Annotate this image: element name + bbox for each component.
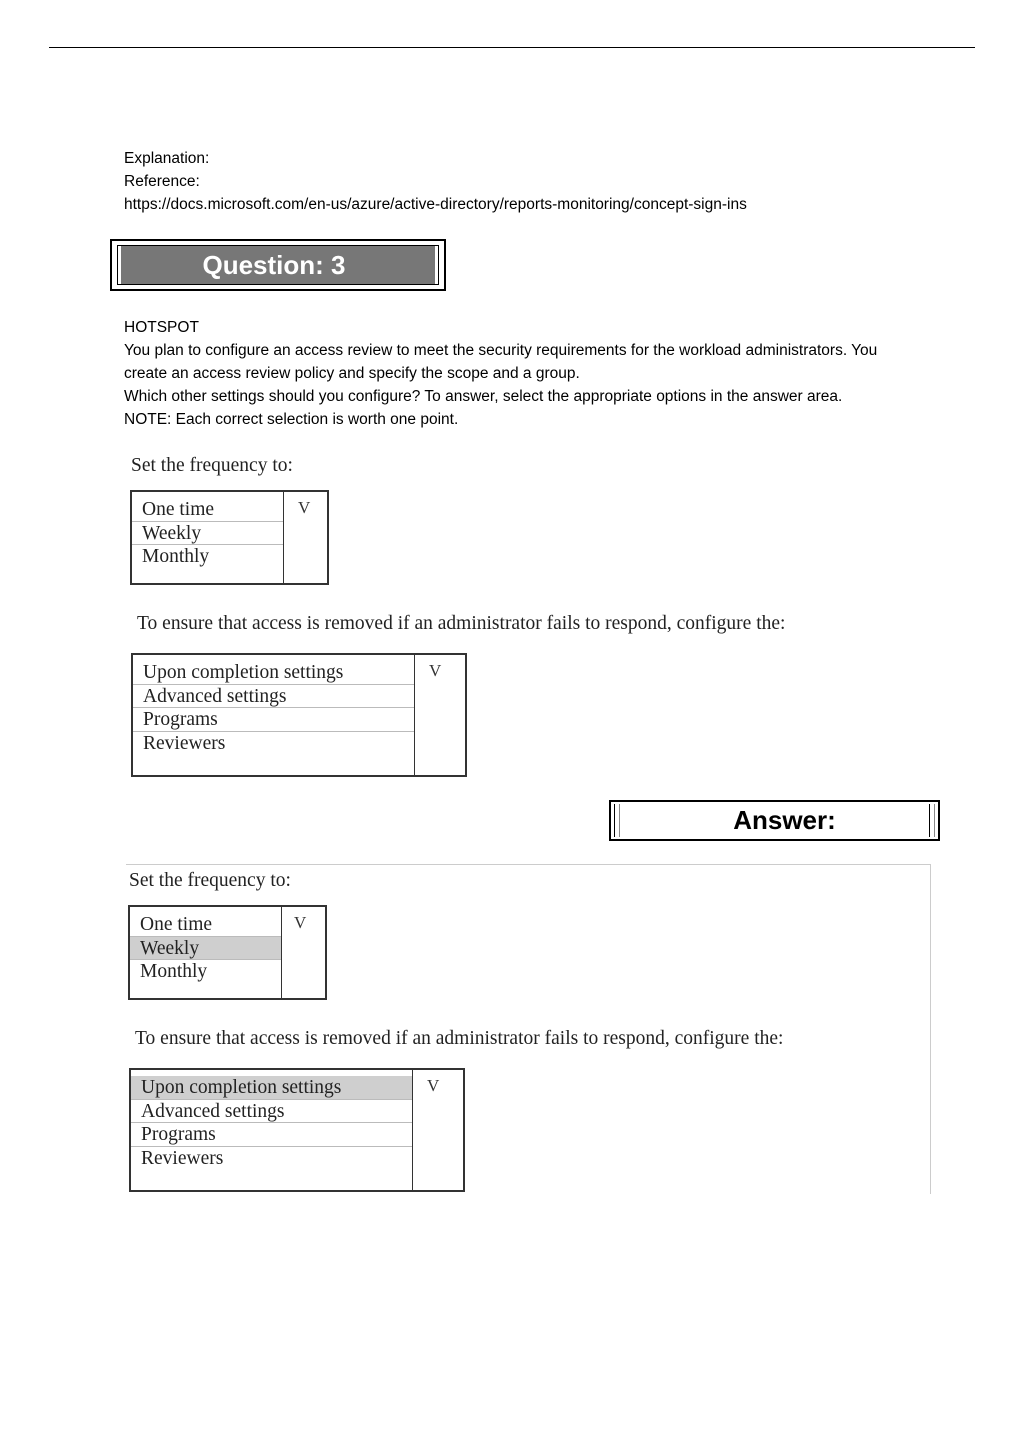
removal-option-selected[interactable]: Upon completion settings (131, 1076, 412, 1100)
reference-link[interactable]: https://docs.microsoft.com/en-us/azure/active-directory/reports-monitoring/concept-sign-ins (124, 196, 747, 213)
frequency-option[interactable]: Weekly (132, 522, 283, 546)
question-instruction: Which other settings should you configure? To answer, select the appropriate options in the answer area. (124, 388, 843, 405)
frequency-option[interactable]: Monthly (142, 546, 210, 567)
chevron-down-icon[interactable]: V (427, 1076, 440, 1095)
removal-option[interactable]: Advanced settings (131, 1100, 412, 1124)
answer-frequency-options (130, 907, 282, 998)
answer-frequency-dropdown[interactable] (128, 905, 327, 1000)
answer-removal-prompt: To ensure that access is removed if an administrator fails to respond, configure the: (135, 1028, 784, 1049)
question-body (124, 316, 914, 431)
answer-removal-dropdown[interactable] (129, 1068, 465, 1192)
removal-dropdown[interactable] (131, 653, 467, 777)
removal-option[interactable]: Programs (131, 1123, 412, 1147)
question-type: HOTSPOT (124, 319, 199, 336)
answer-frequency-prompt: Set the frequency to: (129, 870, 291, 891)
chevron-down-icon[interactable]: V (429, 661, 442, 680)
answer-banner (609, 800, 940, 841)
answer-title: Answer: (733, 805, 836, 835)
removal-option[interactable]: Advanced settings (133, 685, 414, 709)
header-rule (49, 47, 975, 48)
removal-option[interactable]: Reviewers (141, 1147, 224, 1169)
frequency-option[interactable]: One time (130, 913, 281, 937)
frequency-option[interactable]: One time (132, 498, 283, 522)
explanation-label: Explanation: (124, 150, 210, 167)
answer-removal-options (131, 1070, 413, 1190)
reference-label: Reference: (124, 173, 200, 190)
explanation-block (124, 147, 747, 216)
question-note: NOTE: Each correct selection is worth one point. (124, 411, 459, 428)
removal-options (133, 655, 415, 775)
question-title: Question: 3 (202, 249, 346, 280)
removal-option[interactable]: Reviewers (143, 732, 226, 754)
removal-option[interactable]: Programs (133, 708, 414, 732)
frequency-dropdown[interactable] (130, 490, 329, 585)
frequency-option-selected[interactable]: Weekly (130, 937, 281, 961)
removal-prompt: To ensure that access is removed if an administrator fails to respond, configure the: (137, 613, 786, 634)
frequency-prompt: Set the frequency to: (131, 455, 293, 476)
chevron-down-icon[interactable]: V (298, 498, 311, 517)
removal-option[interactable]: Upon completion settings (133, 661, 414, 685)
frequency-option[interactable]: Monthly (140, 961, 208, 982)
frequency-options (132, 492, 284, 583)
question-banner (110, 239, 446, 291)
question-text: You plan to configure an access review to meet the security requirements for the workload administrators. You create an access review policy and specify the scope and a group. (124, 342, 878, 382)
chevron-down-icon[interactable]: V (294, 913, 307, 932)
